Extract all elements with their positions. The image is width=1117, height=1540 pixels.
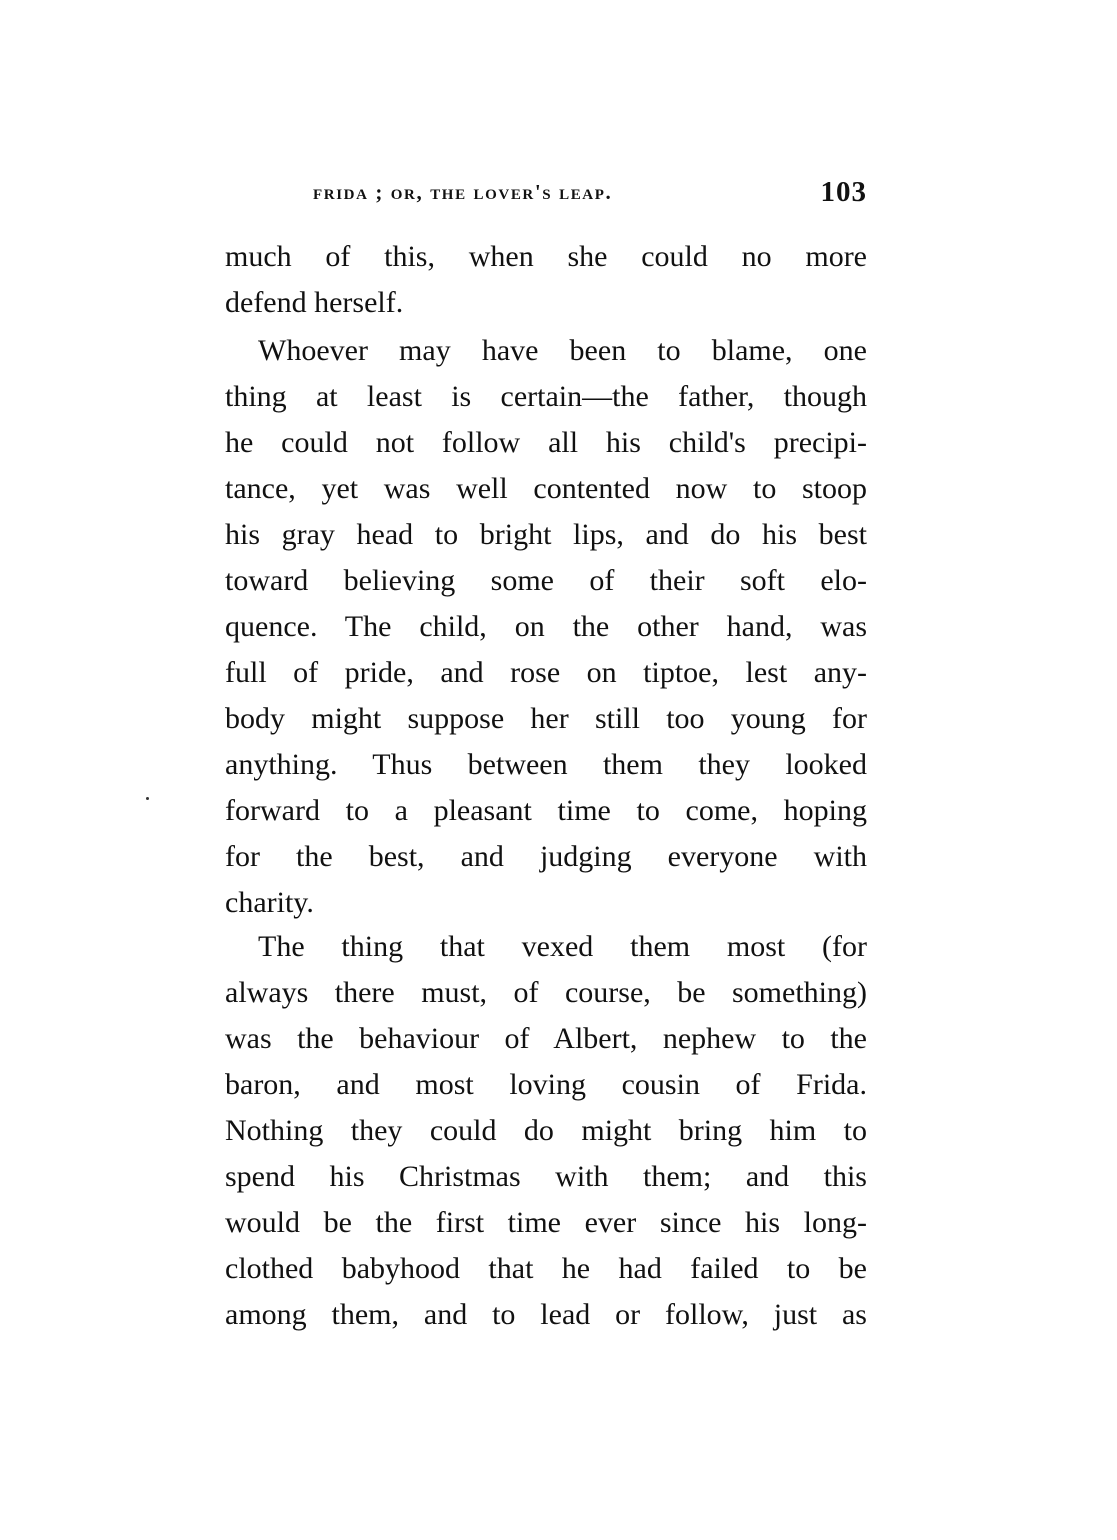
text-line: thing at least is certain—the father, though [225,380,867,413]
text-line: quence. The child, on the other hand, was [225,610,867,643]
text-line: he could not follow all his child's precipi- [225,426,867,459]
text-line: charity. [225,886,314,919]
text-line: body might suppose her still too young for [225,702,867,735]
text-line: clothed babyhood that he had failed to be [225,1252,867,1285]
text-line: spend his Christmas with them; and this [225,1160,867,1193]
scan-speck [146,797,149,800]
text-line: Whoever may have been to blame, one [258,334,867,367]
text-line: his gray head to bright lips, and do his best [225,518,867,551]
text-line: forward to a pleasant time to come, hoping [225,794,867,827]
text-line: defend herself. [225,286,404,319]
text-line: full of pride, and rose on tiptoe, lest any- [225,656,867,689]
text-line: tance, yet was well contented now to stoop [225,472,867,505]
text-line: for the best, and judging everyone with [225,840,867,873]
text-line: anything. Thus between them they looked [225,748,867,781]
running-title: frida ; or, the lover's leap. [313,180,613,204]
text-line: much of this, when she could no more [225,240,867,273]
text-line: Nothing they could do might bring him to [225,1114,867,1147]
running-head [225,176,867,216]
text-line: baron, and most loving cousin of Frida. [225,1068,867,1101]
text-line: The thing that vexed them most (for [258,930,867,963]
text-line: toward believing some of their soft elo- [225,564,867,597]
text-line: always there must, of course, be something) [225,976,867,1009]
page-number: 103 [820,176,867,208]
text-line: would be the first time ever since his long- [225,1206,867,1239]
text-line: was the behaviour of Albert, nephew to the [225,1022,867,1055]
text-line: among them, and to lead or follow, just as [225,1298,867,1331]
